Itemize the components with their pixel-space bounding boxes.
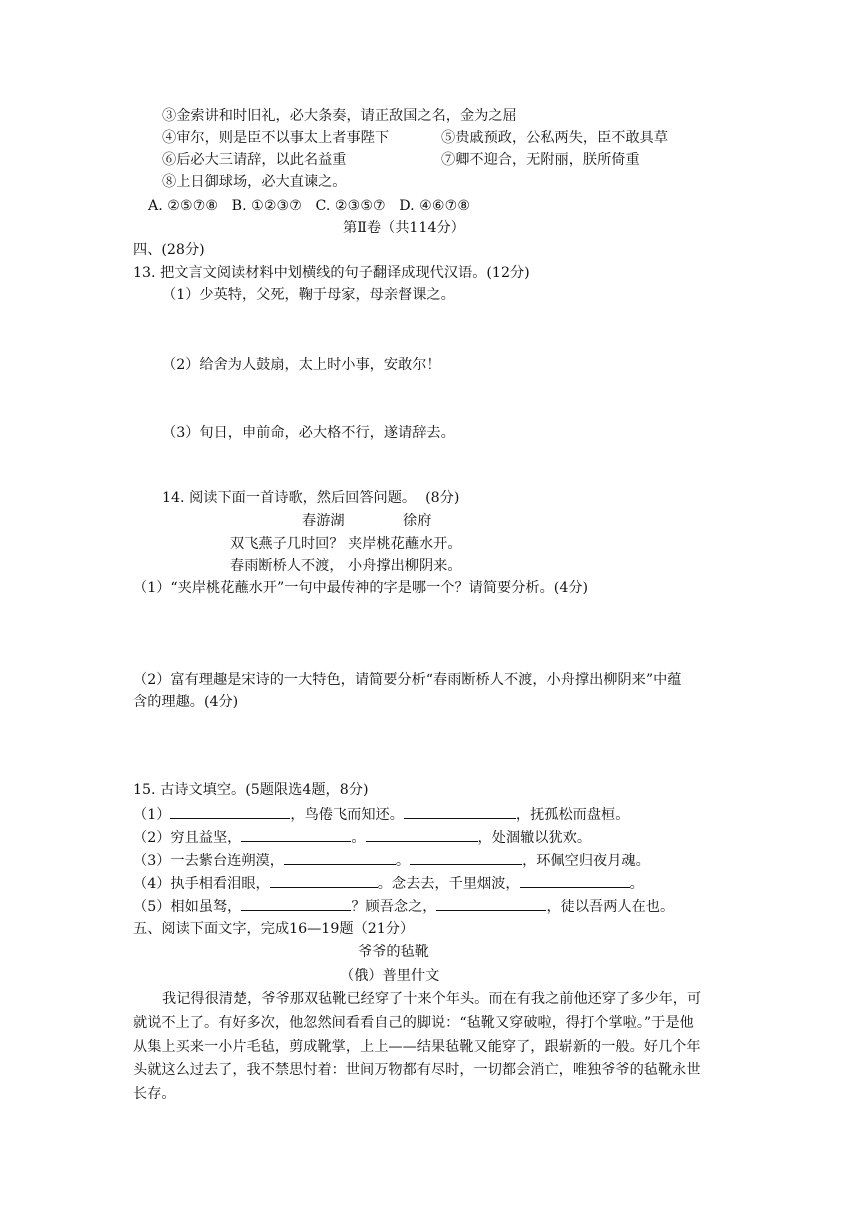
fill-4-blank-a[interactable] — [270, 873, 378, 888]
fill-5-blank-a[interactable] — [241, 896, 351, 911]
option-4: ④审尔，则是臣不以事太上者事陛下 — [162, 130, 390, 146]
answer-choices: A. ②⑤⑦⑧ B. ①②③⑦ C. ②③⑤⑦ D. ④⑥⑦⑧ — [148, 198, 471, 214]
fill-2-blank-a[interactable] — [241, 827, 351, 842]
fill-4-prefix: （4）执手相看泪眼， — [133, 876, 270, 892]
fill-3-blank-b[interactable] — [410, 850, 522, 865]
question-13-sentence-3: （3）旬日，申前命，必大格不行，遂请辞去。 — [162, 425, 455, 441]
option-7: ⑦卿不迎合，无附丽，朕所倚重 — [441, 152, 640, 168]
volume-2-title: 第Ⅱ卷（共114分） — [343, 220, 465, 236]
fill-2-text-b: ，处涸辙以犹欢。 — [477, 830, 592, 846]
section-4-heading: 四、(28分) — [133, 242, 205, 258]
poem-author: 徐府 — [403, 513, 432, 529]
fill-2-blank-b[interactable] — [366, 827, 478, 842]
fill-5-text-b: ，徒以吾两人在也。 — [546, 899, 675, 915]
article-paragraph-line-3: 从集上买来一小片毛毡，剪成靴掌，上上——结果毡靴又能穿了，跟崭新的一般。好几个年 — [133, 1039, 701, 1055]
fill-3-blank-a[interactable] — [284, 850, 396, 865]
fill-1-prefix: （1） — [133, 807, 171, 823]
fill-in-4 — [133, 873, 644, 894]
fill-1-text-b: ，抚孤松而盘桓。 — [515, 807, 630, 823]
fill-1-text-a: ，鸟倦飞而知还。 — [290, 807, 404, 823]
poem-title: 春游湖 — [302, 513, 345, 529]
question-14-part-2-line-2: 含的理趣。(4分) — [133, 694, 239, 710]
article-paragraph-line-2: 就说不上了。有好多次，他忽然间看看自己的脚说：“毡靴又穿破啦，得打个掌啦。”于是他 — [133, 1015, 694, 1031]
fill-1-blank-b[interactable] — [404, 804, 516, 819]
fill-5-text-a: ？顾吾念之， — [351, 899, 437, 915]
fill-3-prefix: （3）一去紫台连朔漠， — [133, 853, 284, 869]
question-15-stem: 15. 古诗文填空。(5题限选4题，8分) — [133, 782, 369, 798]
article-paragraph-line-1: 我记得很清楚，爷爷那双毡靴已经穿了十来个年头。而在有我之前他还穿了多少年，可 — [162, 991, 702, 1007]
fill-in-1 — [133, 804, 629, 825]
fill-in-2 — [133, 827, 591, 848]
option-6: ⑥后必大三请辞，以此名益重 — [162, 152, 347, 168]
fill-3-text-a: 。 — [395, 853, 411, 869]
fill-4-text-b: 。 — [629, 876, 644, 892]
article-paragraph-line-5: 长存。 — [133, 1086, 176, 1102]
article-title: 爷爷的毡靴 — [358, 944, 429, 960]
question-14-part-2-line-1: （2）富有理趣是宋诗的一大特色，请简要分析“春雨断桥人不渡，小舟撑出柳阴来”中蕴 — [133, 672, 682, 688]
option-5: ⑤贵戚预政，公私两失，臣不敢具草 — [441, 130, 669, 146]
fill-5-blank-b[interactable] — [436, 896, 546, 911]
article-author: （俄）普里什文 — [340, 968, 440, 984]
question-13-sentence-2: （2）给舍为人鼓扇，太上时小事，安敢尔！ — [162, 357, 441, 373]
section-5-heading: 五、阅读下面文字，完成16—19题（21分） — [133, 921, 415, 937]
fill-3-text-b: ，环佩空归夜月魂。 — [522, 853, 650, 869]
fill-1-blank-a[interactable] — [170, 804, 290, 819]
fill-2-prefix: （2）穷且益坚， — [133, 830, 242, 846]
option-8: ⑧上日御球场，必大直谏之。 — [162, 174, 347, 190]
poem-line-2: 春雨断桥人不渡， 小舟撑出柳阴来。 — [230, 558, 462, 574]
question-13-sentence-1: （1）少英特，父死，鞠于母家，母亲督课之。 — [162, 287, 455, 303]
fill-4-text-a: 。念去去，千里烟波， — [377, 876, 520, 892]
question-14-part-1: （1）“夹岸桃花蘸水开”一句中最传神的字是哪一个？请简要分析。(4分) — [133, 580, 589, 596]
fill-5-prefix: （5）相如虽驽， — [133, 899, 242, 915]
option-3: ③金索讲和时旧礼，必大条奏，请正敌国之名，金为之屈 — [162, 108, 517, 124]
fill-in-5 — [133, 896, 674, 917]
fill-2-text-a: 。 — [351, 830, 366, 846]
poem-line-1: 双飞燕子几时回？ 夹岸桃花蘸水开。 — [230, 536, 462, 552]
fill-4-blank-b[interactable] — [520, 873, 630, 888]
article-paragraph-line-4: 头就这么过去了，我不禁思忖着：世间万物都有尽时，一切都会消亡，唯独爷爷的毡靴永世 — [133, 1062, 701, 1078]
fill-in-3 — [133, 850, 650, 871]
question-14-stem: 14. 阅读下面一首诗歌，然后回答问题。 (8分) — [162, 490, 460, 506]
question-13-stem: 13. 把文言文阅读材料中划横线的句子翻译成现代汉语。(12分) — [133, 265, 530, 281]
